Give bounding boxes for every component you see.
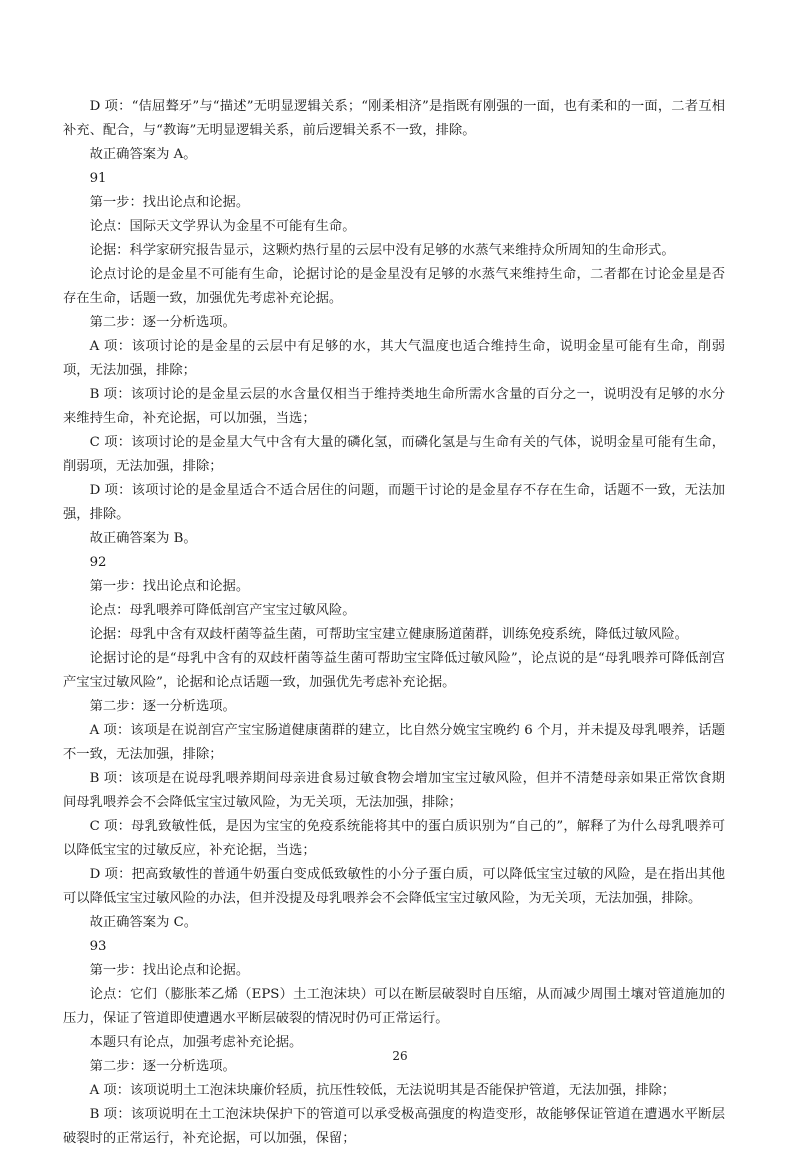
paragraph: 本题只有论点，加强考虑补充论据。 bbox=[89, 1035, 303, 1050]
paragraph: D 项：把高致敏性的普通牛奶蛋白变成低致敏性的小分子蛋白质，可以降低宝宝过敏的风险，是在指出其他可以降低宝宝过敏风险的办法，但并没提及母乳喂养会不会降低宝宝过敏风险，为无关项，无法加强，排除。 bbox=[63, 867, 725, 906]
paragraph: B 项：该项讨论的是金星云层的水含量仅相当于维持类地生命所需水含量的百分之一，说明没有足够的水分来维持生命，补充论据，可以加强，当选； bbox=[63, 387, 725, 426]
page-number: 26 bbox=[392, 1049, 408, 1063]
paragraph: D 项：“佶屈聱牙”与“描述”无明显逻辑关系；“刚柔相济”是指既有刚强的一面，也有柔和的一面，二者互相补充、配合，与“教诲”无明显逻辑关系，前后逻辑关系不一致，排除。 bbox=[63, 99, 725, 138]
paragraph: 第一步：找出论点和论据。 bbox=[89, 195, 250, 210]
paragraph: 第一步：找出论点和论据。 bbox=[89, 579, 250, 594]
paragraph: 故正确答案为 C。 bbox=[89, 915, 198, 930]
paragraph: A 项：该项说明土工泡沫块廉价轻质，抗压性较低，无法说明其是否能保护管道，无法加强，排除； bbox=[89, 1083, 676, 1098]
paragraph: C 项：该项讨论的是金星大气中含有大量的磷化氢，而磷化氢是与生命有关的气体，说明金星可能有生命，削弱项，无法加强，排除； bbox=[63, 435, 725, 474]
body-text bbox=[63, 95, 725, 1151]
paragraph: 93 bbox=[89, 939, 107, 954]
paragraph: D 项：该项讨论的是金星适合不适合居住的问题，而题干讨论的是金星存不存在生命，话题不一致，无法加强，排除。 bbox=[63, 483, 725, 522]
paragraph: 第一步：找出论点和论据。 bbox=[89, 963, 250, 978]
paragraph: B 项：该项是在说母乳喂养期间母亲进食易过敏食物会增加宝宝过敏风险，但并不清楚母亲如果正常饮食期间母乳喂养会不会降低宝宝过敏风险，为无关项，无法加强，排除； bbox=[63, 771, 725, 810]
paragraph: 论点：母乳喂养可降低剖宫产宝宝过敏风险。 bbox=[89, 603, 356, 618]
paragraph: A 项：该项讨论的是金星的云层中有足够的水，其大气温度也适合维持生命，说明金星可能有生命，削弱项，无法加强，排除； bbox=[63, 339, 725, 378]
paragraph: 故正确答案为 A。 bbox=[89, 147, 197, 162]
paragraph: 第二步：逐一分析选项。 bbox=[89, 699, 236, 714]
paragraph: 论点：国际天文学界认为金星不可能有生命。 bbox=[89, 219, 356, 234]
paragraph: 论据讨论的是“母乳中含有的双歧杆菌等益生菌可帮助宝宝降低过敏风险”，论点说的是“母乳喂养可降低剖宫产宝宝过敏风险”，论据和论点话题一致，加强优先考虑补充论据。 bbox=[63, 651, 725, 690]
paragraph: 第二步：逐一分析选项。 bbox=[89, 315, 236, 330]
paragraph: 论点：它们（膨胀苯乙烯（EPS）土工泡沫块）可以在断层破裂时自压缩，从而减少周围土壤对管道施加的压力，保证了管道即使遭遇水平断层破裂的情况时仍可正常运行。 bbox=[63, 987, 725, 1026]
paragraph: A 项：该项是在说剖宫产宝宝肠道健康菌群的建立，比自然分娩宝宝晚约 6 个月，并未提及母乳喂养，话题不一致，无法加强，排除； bbox=[63, 723, 725, 762]
paragraph: 第二步：逐一分析选项。 bbox=[89, 1059, 236, 1074]
paragraph: 论据：科学家研究报告显示，这颗灼热行星的云层中没有足够的水蒸气来维持众所周知的生命形式。 bbox=[89, 243, 675, 258]
paragraph: 论据：母乳中含有双歧杆菌等益生菌，可帮助宝宝建立健康肠道菌群，训练免疫系统，降低过敏风险。 bbox=[89, 627, 688, 642]
paragraph: 故正确答案为 B。 bbox=[89, 531, 197, 546]
paragraph: 论点讨论的是金星不可能有生命，论据讨论的是金星没有足够的水蒸气来维持生命，二者都在讨论金星是否存在生命，话题一致，加强优先考虑补充论据。 bbox=[63, 267, 725, 306]
paragraph: B 项：该项说明在土工泡沫块保护下的管道可以承受极高强度的构造变形，故能够保证管道在遭遇水平断层破裂时的正常运行，补充论据，可以加强，保留； bbox=[63, 1107, 725, 1146]
paragraph: 91 bbox=[89, 171, 107, 186]
paragraph: C 项：母乳致敏性低，是因为宝宝的免疫系统能将其中的蛋白质识别为“自己的”，解释了为什么母乳喂养可以降低宝宝的过敏反应，补充论据，当选； bbox=[63, 819, 725, 858]
paragraph: 92 bbox=[89, 555, 107, 570]
